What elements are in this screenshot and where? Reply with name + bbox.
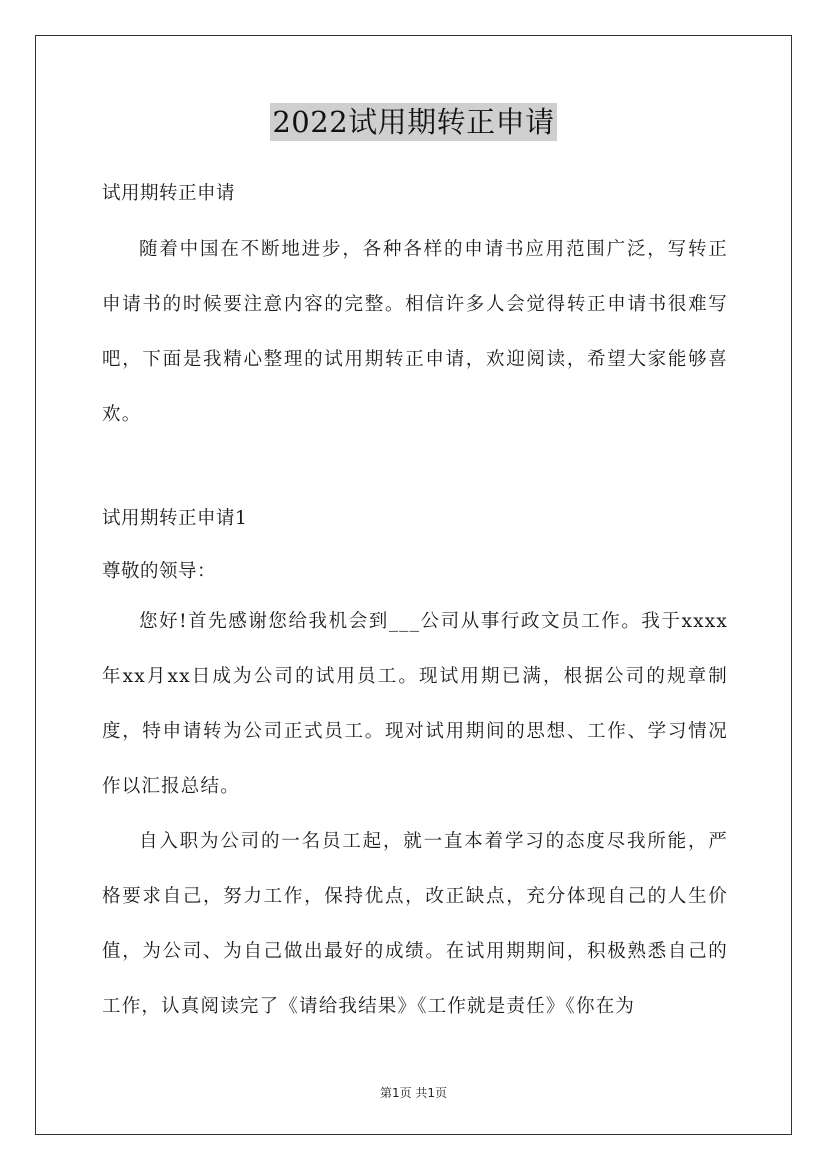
body-paragraph-2[interactable]: 自入职为公司的一名员工起，就一直本着学习的态度尽我所能，严格要求自己，努力工作，保持优点，改正缺点，充分体现自己的人生价值，为公司、为自己做出最好的成绩。在试用期期间，积极熟悉自己的工作，认真阅读完了《请给我结果》《工作就是责任》《你在为 — [102, 831, 728, 1017]
section-heading[interactable]: 试用期转正申请1 — [102, 508, 248, 529]
document-body — [102, 175, 728, 1034]
salutation[interactable]: 尊敬的领导： — [102, 561, 217, 582]
body-paragraph-1[interactable]: 您好!首先感谢您给我机会到___公司从事行政文员工作。我于xxxx年xx月xx日成为公司的试用员工。现试用期已满，根据公司的规章制度，特申请转为公司正式员工。现对试用期间的思想、工作、学习情况作以汇报总结。 — [102, 611, 728, 797]
subtitle[interactable]: 试用期转正申请 — [102, 183, 236, 204]
intro-paragraph[interactable]: 随着中国在不断地进步，各种各样的申请书应用范围广泛，写转正申请书的时候要注意内容的完整。相信许多人会觉得转正申请书很难写吧，下面是我精心整理的试用期转正申请，欢迎阅读，希望大家能够喜欢。 — [102, 239, 728, 425]
document-title[interactable]: 2022试用期转正申请 — [272, 105, 555, 139]
page-footer: 第1页 共1页 — [379, 1086, 448, 1100]
title-container — [0, 103, 827, 141]
